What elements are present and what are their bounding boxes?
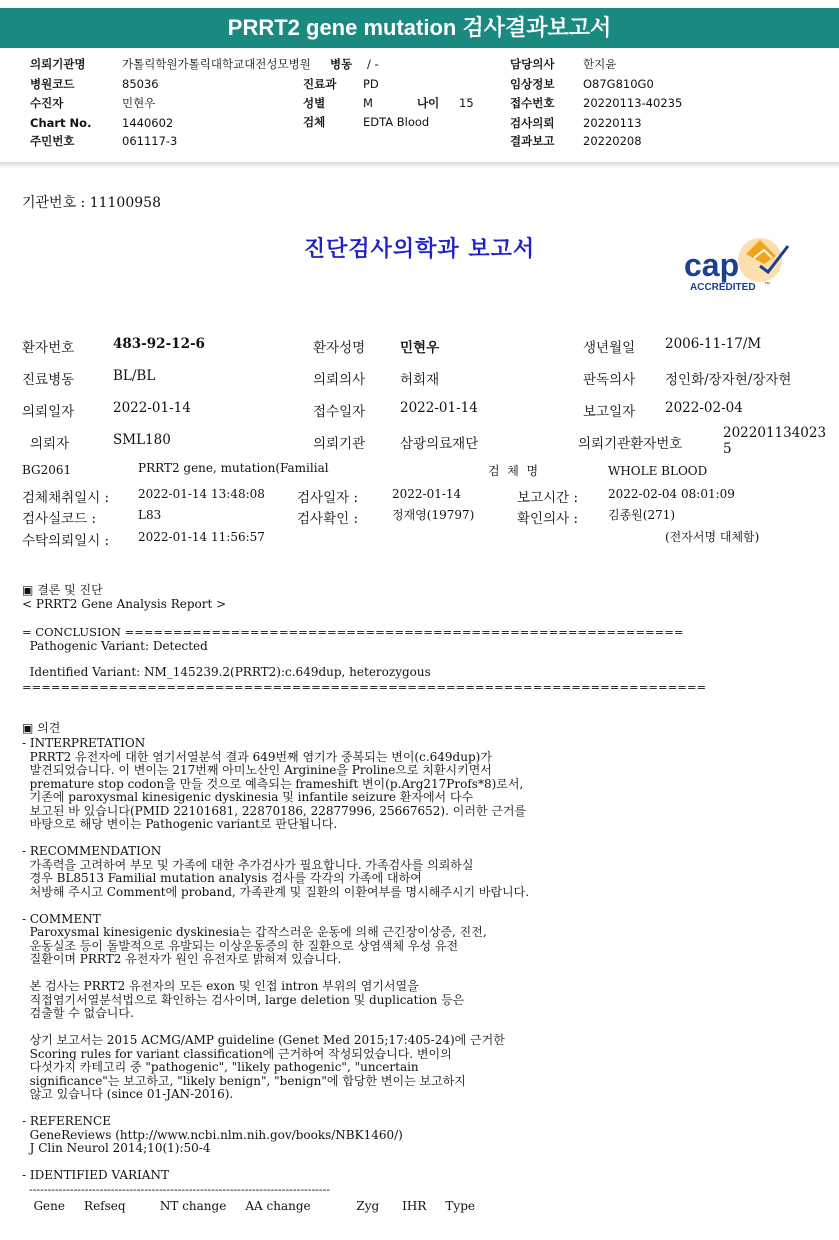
test-value: 김종원(271)	[608, 508, 676, 522]
hdr-key: 접수번호	[510, 96, 555, 110]
hdr-value: 85036	[122, 77, 159, 91]
e-signature-note: (전자서명 대체함)	[665, 530, 760, 544]
patient-key: 판독의사	[583, 372, 636, 388]
opinion-line: 경우 BL8513 Familial mutation analysis 검사를 각각의 가족에 대하여	[22, 871, 422, 885]
opinion-line: 운동실조 등이 돌발적으로 유발되는 이상운동증의 한 질환으로 상염색체 우성 유전	[22, 938, 459, 953]
patient-value: 2022-01-14	[400, 400, 478, 416]
opinion-line: 검출할 수 없습니다.	[22, 1006, 134, 1020]
opinion-line: significance"는 보고하고, "likely benign", "benign"에 합당한 변이는 보고하지	[22, 1073, 466, 1088]
opinion-line: Paroxysmal kinesigenic dyskinesia는 갑작스러운 운동에 의해 근긴장이상증, 진전,	[22, 925, 487, 939]
test-value: 2022-02-04 08:01:09	[608, 487, 735, 501]
hdr-key: Chart No.	[30, 116, 92, 130]
hdr-key: 병동	[330, 57, 353, 71]
test-key: 검사확인 :	[297, 511, 359, 527]
opinion-line	[22, 1102, 832, 1116]
patient-value: 삼광의료재단	[400, 436, 479, 452]
cap-logo-word: cap	[684, 247, 740, 283]
hdr-key: 수진자	[30, 96, 64, 110]
opinion-line: 본 검사는 PRRT2 유전자의 모든 exon 및 인접 intron 부위의 염기서열을	[22, 979, 419, 993]
test-value: 2022-01-14	[392, 487, 462, 501]
opinion-line: 처방해 주시고 Comment에 proband, 가족관계 및 질환의 이환여부를 명시해주시기 바랍니다.	[22, 884, 530, 899]
test-key: 검사실코드 :	[22, 511, 97, 527]
patient-value: BL/BL	[113, 368, 156, 384]
opinion-line	[22, 967, 832, 981]
opinion-line: ---------------------------------------------------------------------------------	[22, 1182, 331, 1196]
hdr-key: 임상정보	[510, 77, 555, 91]
hdr-value: 민현우	[122, 96, 156, 110]
hdr-value: PD	[363, 77, 379, 91]
patient-value: 허회재	[400, 372, 440, 388]
hdr-value: M	[363, 96, 373, 110]
test-key: 보고시간 :	[517, 490, 579, 506]
conclusion-heading: ▣ 결론 및 진단	[22, 583, 103, 597]
opinion-line: 보고된 바 있습니다(PMID 22101681, 22870186, 22877996, 25667652). 이러한 근거를	[22, 803, 527, 818]
report-header-bar	[0, 8, 839, 48]
hdr-value: 1440602	[122, 116, 174, 130]
opinion-line: Gene Refseq NT change AA change Zyg IHR Type	[22, 1199, 475, 1213]
patient-key: 환자번호	[22, 340, 75, 356]
patient-key: 보고일자	[583, 404, 636, 420]
test-key: 검체채취일시 :	[22, 490, 110, 506]
cap-logo-tm: ™	[764, 282, 770, 288]
cap-logo-accredited: ACCREDITED	[690, 282, 756, 293]
cap-accredited-logo	[676, 236, 806, 300]
patient-value: 정인화/장자현/장자현	[665, 372, 792, 388]
hdr-value: 15	[459, 96, 474, 110]
hdr-value: EDTA Blood	[363, 115, 430, 129]
opinion-line	[22, 899, 832, 913]
patient-value: 202201134023	[723, 425, 827, 441]
report-header-title: PRRT2 gene mutation 검사결과보고서	[227, 15, 612, 40]
patient-value: 민현우	[400, 340, 440, 356]
hdr-value: 20220113-40235	[583, 96, 683, 110]
opinion-line: PRRT2 유전자에 대한 염기서열분석 결과 649번째 염기가 중복되는 변이(c.649dup)가	[22, 749, 492, 764]
opinion-line: - IDENTIFIED VARIANT	[22, 1168, 169, 1182]
patient-value: 5	[723, 441, 732, 457]
opinion-line: 다섯가지 카테고리 중 "pathogenic", "likely pathogenic", "uncertain	[22, 1060, 419, 1074]
hdr-value: / -	[367, 57, 379, 71]
specimen-value: WHOLE BLOOD	[608, 464, 708, 478]
opinion-line	[22, 832, 832, 846]
opinion-heading: ▣ 의견	[22, 721, 61, 735]
patient-key: 의뢰자	[30, 436, 70, 452]
hdr-key: 나이	[417, 96, 440, 110]
test-key: 검사일자 :	[297, 490, 359, 506]
opinion-line: 기존에 paroxysmal kinesigenic dyskinesia 및 infantile seizure 환자에서 다수	[22, 790, 474, 804]
hdr-value: 가톨릭학원가톨릭대학교대전성모병원	[122, 57, 311, 71]
conclusion-line: Identified Variant: NM_145239.2(PRRT2):c.649dup, heterozygous	[22, 665, 431, 679]
hdr-key: 결과보고	[510, 134, 555, 148]
patient-key: 의뢰의사	[313, 372, 366, 388]
hdr-key: 진료과	[303, 77, 337, 91]
test-value: 정재영(19797)	[392, 508, 475, 522]
opinion-line: - INTERPRETATION	[22, 736, 146, 750]
opinion-line: 질환이며 PRRT2 유전자가 원인 유전자로 밝혀져 있습니다.	[22, 952, 342, 966]
opinion-line: 않고 있습니다 (since 01-JAN-2016).	[22, 1087, 234, 1101]
patient-value: SML180	[113, 432, 171, 448]
header-shadow	[0, 162, 839, 168]
test-value: L83	[138, 508, 162, 522]
hdr-key: 담당의사	[510, 57, 555, 71]
opinion-line: GeneReviews (http://www.ncbi.nlm.nih.gov/books/NBK1460/)	[22, 1127, 403, 1142]
conclusion-line: = CONCLUSION ==========================================================	[22, 625, 684, 639]
hdr-value: 한지윤	[583, 57, 617, 71]
hdr-value: 061117-3	[122, 134, 178, 148]
opinion-line: 발견되었습니다. 이 변이는 217번째 아미노산인 Arginine을 Proline으로 치환시키면서	[22, 763, 492, 777]
conclusion-subtitle: < PRRT2 Gene Analysis Report >	[22, 597, 227, 611]
hdr-key: 성별	[303, 96, 326, 110]
opinion-body	[22, 737, 832, 1214]
opinion-line: 가족력을 고려하여 부모 및 가족에 대한 추가검사가 필요합니다. 가족검사를 의뢰하실	[22, 857, 474, 872]
test-key: 수탁의뢰일시 :	[22, 533, 110, 549]
opinion-line	[22, 1156, 832, 1170]
patient-key: 생년월일	[583, 340, 636, 356]
test-code: BG2061	[22, 463, 72, 477]
patient-key: 진료병동	[22, 372, 75, 388]
institution-number: 기관번호 : 11100958	[22, 195, 161, 211]
test-name: PRRT2 gene, mutation(Familial	[138, 461, 329, 475]
opinion-line: Scoring rules for variant classification에 근거하여 작성되었습니다. 변이의	[22, 1046, 452, 1061]
hdr-key: 의뢰기관명	[30, 57, 86, 71]
patient-key: 의뢰기관환자번호	[578, 436, 683, 452]
test-value: 2022-01-14 13:48:08	[138, 487, 265, 501]
patient-value: 2006-11-17/M	[665, 336, 762, 352]
opinion-line: - RECOMMENDATION	[22, 844, 162, 858]
hdr-key: 병원코드	[30, 77, 75, 91]
opinion-line: 직접염기서열분석법으로 확인하는 검사이며, large deletion 및 duplication 등은	[22, 992, 465, 1007]
opinion-line: - COMMENT	[22, 911, 101, 926]
opinion-line: 상기 보고서는 2015 ACMG/AMP guideline (Genet Med 2015;17:405-24)에 근거한	[22, 1033, 505, 1047]
opinion-line: premature stop codon을 만들 것으로 예측되는 frameshift 변이(p.Arg217Profs*8)로서,	[22, 776, 524, 791]
opinion-line: 바탕으로 해당 변이는 Pathogenic variant로 판단됩니다.	[22, 817, 338, 831]
patient-key: 의뢰일자	[22, 404, 75, 420]
report-title: 진단검사의학과 보고서	[303, 237, 536, 262]
hdr-value: O87G810G0	[583, 77, 654, 91]
hdr-value: 20220208	[583, 134, 642, 148]
hdr-key: 검체	[303, 115, 326, 129]
conclusion-line: Pathogenic Variant: Detected	[22, 639, 208, 653]
opinion-line	[22, 1021, 832, 1035]
specimen-label: 검 체 명	[488, 464, 539, 478]
patient-key: 환자성명	[313, 340, 366, 356]
test-value: 2022-01-14 11:56:57	[138, 530, 265, 544]
patient-value: 2022-01-14	[113, 400, 191, 416]
patient-value: 483-92-12-6	[113, 336, 205, 352]
hdr-key: 검사의뢰	[510, 116, 555, 130]
conclusion-line: =======================================================================	[22, 680, 707, 694]
hdr-key: 주민번호	[30, 134, 75, 148]
opinion-line: J Clin Neurol 2014;10(1):50-4	[22, 1141, 211, 1155]
patient-value: 2022-02-04	[665, 400, 743, 416]
patient-key: 의뢰기관	[313, 436, 366, 452]
test-key: 확인의사 :	[517, 511, 579, 527]
opinion-line: - REFERENCE	[22, 1114, 111, 1128]
hdr-value: 20220113	[583, 116, 642, 130]
patient-key: 접수일자	[313, 404, 366, 420]
